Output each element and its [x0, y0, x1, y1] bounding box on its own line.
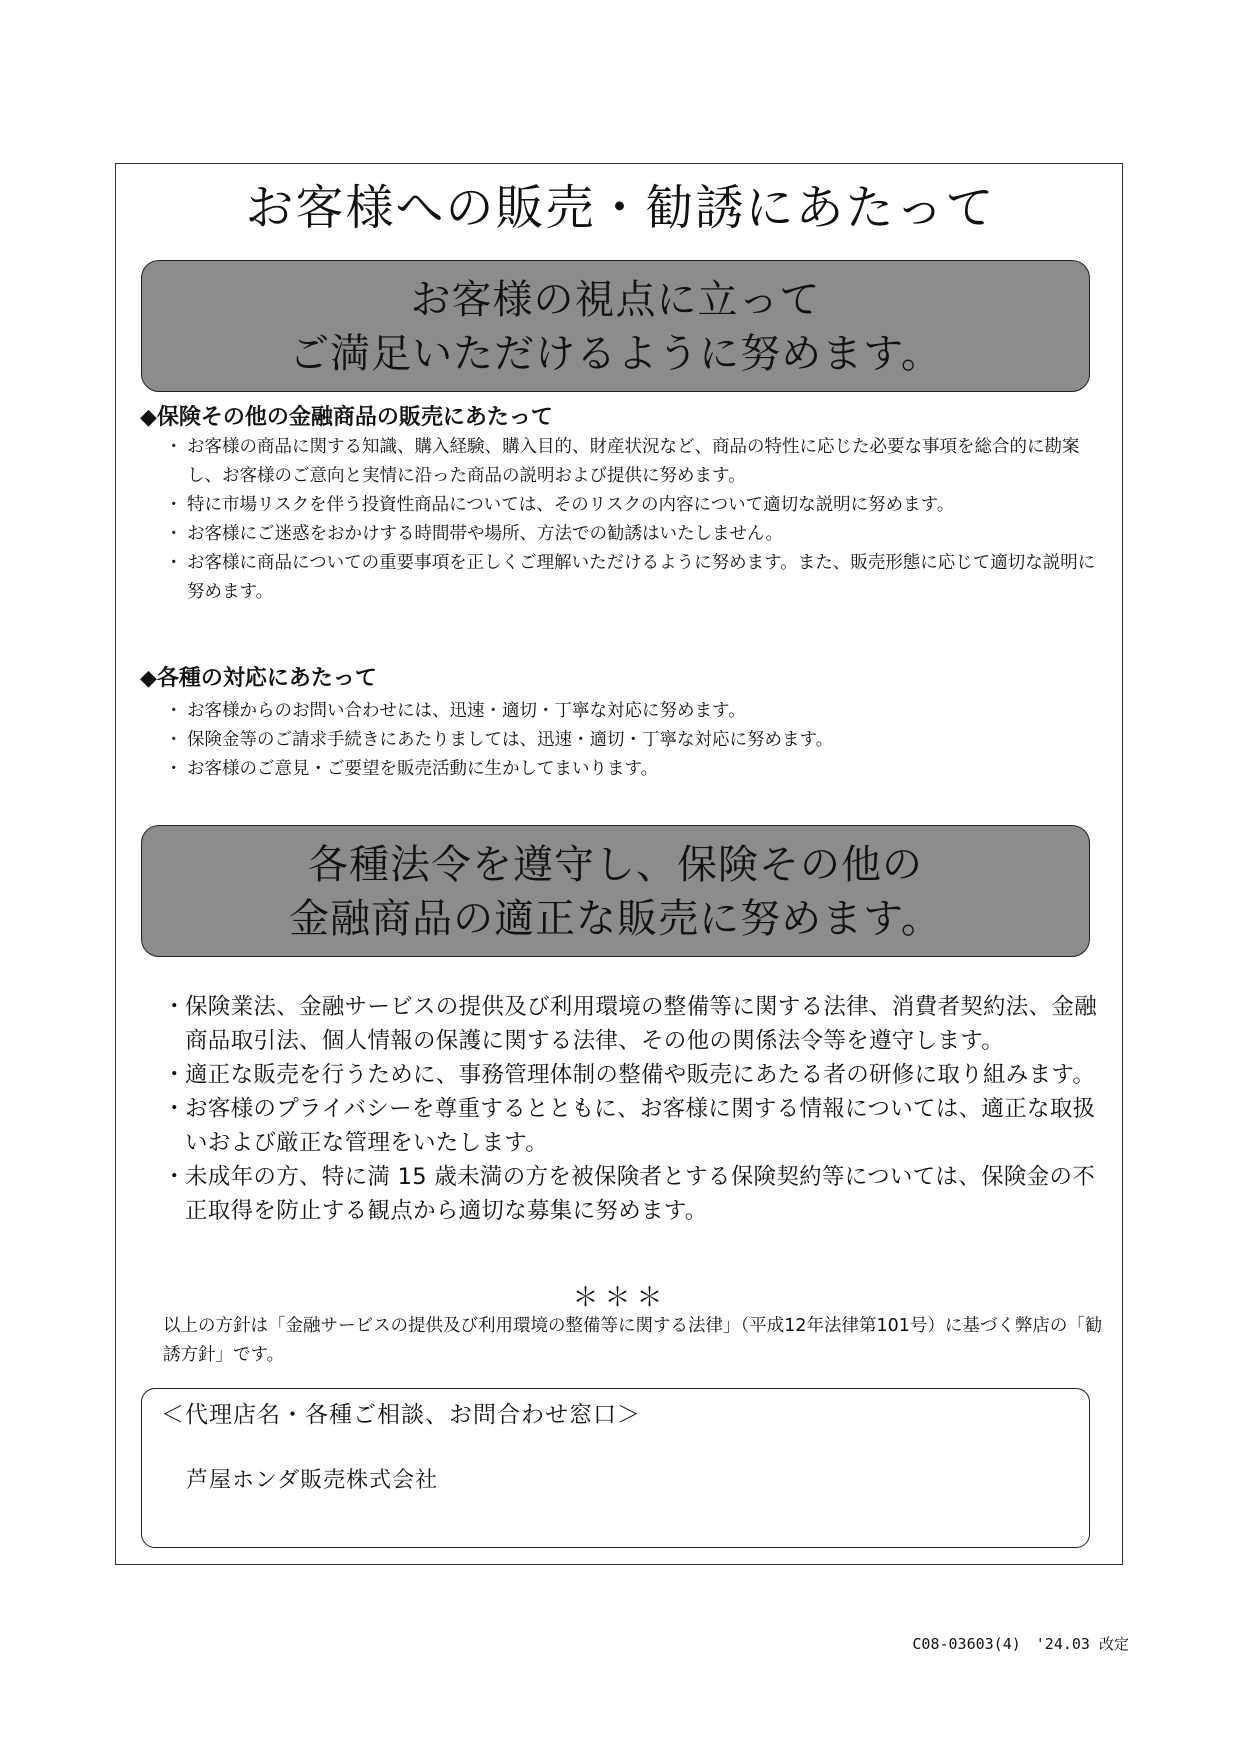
contact-title: ＜代理店名・各種ご相談、お問合わせ窓口＞ — [161, 1402, 641, 1428]
bullet-mark: ・ — [165, 437, 183, 457]
list-item — [165, 755, 1100, 784]
bullet-mark: ・ — [165, 730, 183, 750]
list-item — [165, 433, 1100, 491]
list-item-text: お客様にご迷惑をおかけする時間帯や場所、方法での勧誘はいたしません。 — [187, 524, 784, 544]
contact-box — [141, 1388, 1090, 1548]
list-item — [163, 1058, 1108, 1092]
list-item-text: 特に市場リスクを伴う投資性商品については、そのリスクの内容について適切な説明に努めます。 — [187, 495, 955, 515]
bullet-mark: ・ — [163, 1096, 186, 1122]
banner-line: ご満足いただけるように努めます。 — [289, 331, 942, 377]
policy-note: 以上の方針は「金融サービスの提供及び利用環境の整備等に関する法律」（平成12年法律第101号）に基づく弊店の「勧誘方針」です。 — [163, 1316, 1103, 1365]
list-item-text: お客様からのお問い合わせには、迅速・適切・丁寧な対応に努めます。 — [187, 701, 746, 721]
list-item-text: お客様に商品についての重要事項を正しくご理解いただけるように努めます。また、販売形態に応じて適切な説明に努めます。 — [187, 553, 1096, 602]
list-item — [165, 520, 1100, 549]
bullet-mark: ・ — [165, 701, 183, 721]
list-item — [165, 549, 1100, 607]
bullet-mark: ・ — [165, 495, 183, 515]
banner-line: 金融商品の適正な販売に努めます。 — [289, 896, 942, 942]
section-divider-stars: ＊＊＊ — [572, 1283, 669, 1313]
sales-section-heading: ◆保険その他の金融商品の販売にあたって — [140, 405, 553, 430]
list-item — [165, 697, 1100, 726]
list-item — [165, 491, 1100, 520]
sales-policy-list — [165, 433, 1100, 607]
compliance-list — [163, 990, 1108, 1228]
list-item — [163, 1160, 1108, 1228]
list-item-text: 保険業法、金融サービスの提供及び利用環境の整備等に関する法律、消費者契約法、金融商品取引法、個人情報の保護に関する法律、その他の関係法令等を遵守します。 — [185, 994, 1098, 1054]
document-code: C08-03603(4) '24.03 改定 — [912, 1635, 1129, 1653]
bullet-mark: ・ — [163, 1062, 186, 1088]
banner-line: お客様の視点に立って — [410, 277, 821, 323]
list-item — [163, 1092, 1108, 1160]
page-title: お客様への販売・勧誘にあたって — [245, 180, 996, 236]
bullet-mark: ・ — [163, 1164, 186, 1190]
banner-line: 各種法令を遵守し、保険その他の — [308, 842, 923, 888]
list-item-text: お客様のプライバシーを尊重するとともに、お客様に関する情報については、適正な取扱いおよび厳正な管理をいたします。 — [185, 1096, 1096, 1156]
customer-viewpoint-banner — [141, 260, 1090, 392]
bullet-mark: ・ — [165, 553, 183, 573]
response-section-heading: ◆各種の対応にあたって — [140, 666, 377, 691]
list-item-text: 保険金等のご請求手続きにあたりましては、迅速・適切・丁寧な対応に努めます。 — [187, 730, 834, 750]
response-policy-list — [165, 697, 1100, 784]
bullet-mark: ・ — [165, 524, 183, 544]
list-item — [163, 990, 1108, 1058]
bullet-mark: ・ — [165, 759, 183, 779]
list-item-text: お客様の商品に関する知識、購入経験、購入目的、財産状況など、商品の特性に応じた必要な事項を総合的に勘案し、お客様のご意向と実情に沿った商品の説明および提供に努めます。 — [187, 437, 1080, 486]
agency-name: 芦屋ホンダ販売株式会社 — [186, 1468, 439, 1493]
list-item-text: 未成年の方、特に満 15 歳未満の方を被保険者とする保険契約等については、保険金の不正取得を防止する観点から適切な募集に努めます。 — [185, 1164, 1096, 1224]
list-item — [165, 726, 1100, 755]
bullet-mark: ・ — [163, 994, 186, 1020]
compliance-banner — [141, 825, 1090, 957]
list-item-text: お客様のご意見・ご要望を販売活動に生かしてまいります。 — [187, 759, 659, 779]
list-item-text: 適正な販売を行うために、事務管理体制の整備や販売にあたる者の研修に取り組みます。 — [185, 1062, 1096, 1088]
